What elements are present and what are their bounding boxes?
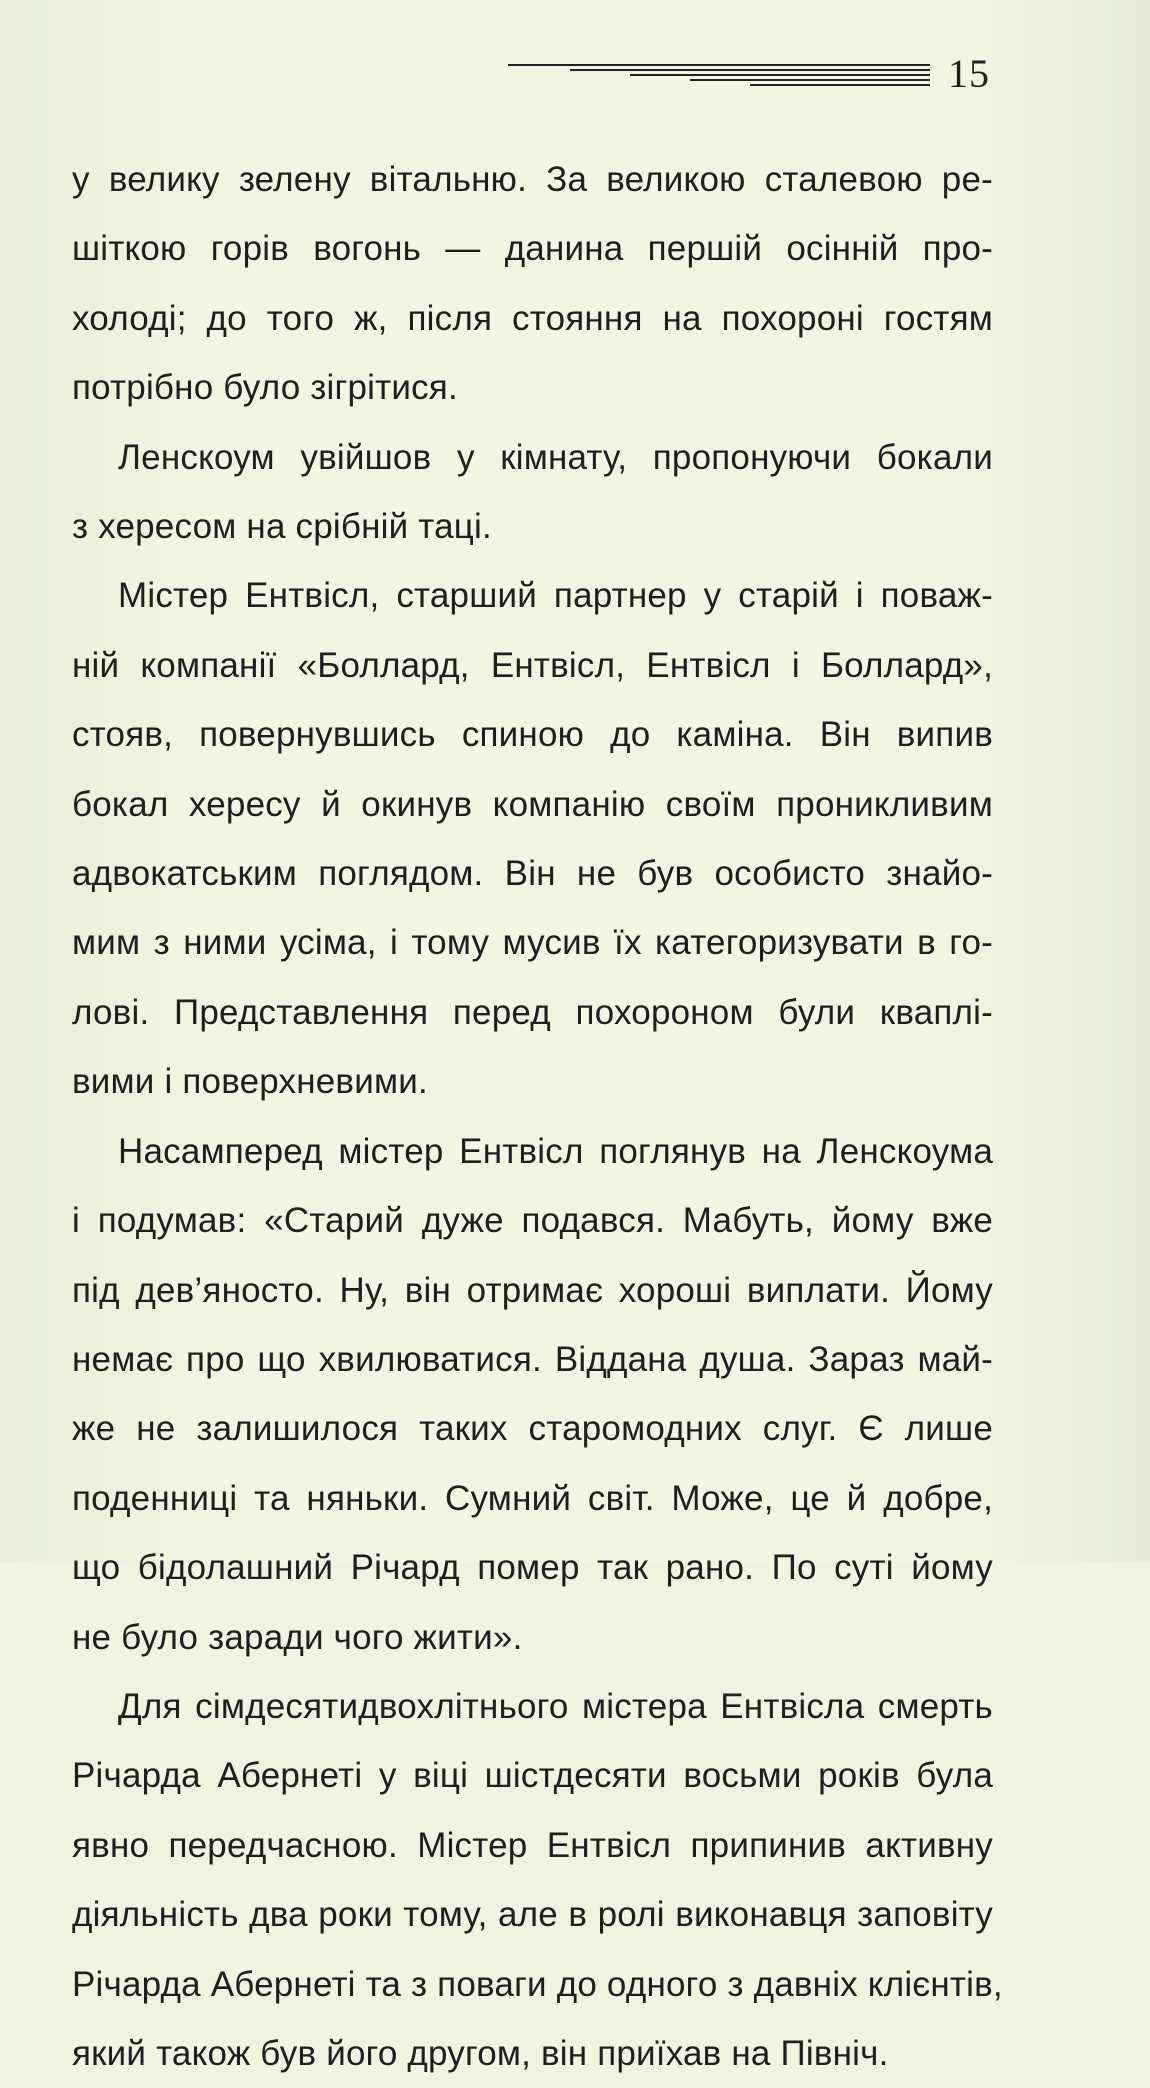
text-line: шіткою горів вогонь — данина першій осінній про- <box>72 229 993 269</box>
text-line: з хересом на срібній таці. <box>72 507 492 547</box>
text-line: Річарда Абернеті у віці шістдесяти восьми років була <box>72 1756 993 1796</box>
text-line: Річарда Абернеті та з поваги до одного з давніх клієнтів, <box>72 1964 1003 2004</box>
text-line: же не залишилося таких старомодних слуг. Є лише <box>72 1409 993 1449</box>
text-line: Для сімдесятидвохлітнього містера Ентвісла смерть <box>118 1686 993 1726</box>
text-line: у велику зелену вітальню. За великою сталевою ре- <box>72 160 993 199</box>
text-line: адвокатським поглядом. Він не був особисто знайо- <box>72 854 993 894</box>
text-line: стояв, повернувшись спиною до каміна. Він випив <box>72 715 993 755</box>
text-line: лові. Представлення перед похороном були кваплі- <box>72 992 993 1032</box>
text-line: бокал хересу й окинув компанію своїм проникливим <box>72 784 993 824</box>
text-line: холоді; до того ж, після стояння на похороні гостям <box>72 298 993 338</box>
page-number: 15 <box>948 51 990 96</box>
text-line: поденниці та няньки. Сумний світ. Може, це й добре, <box>72 1478 993 1518</box>
text-line: Ленскоум увійшов у кімнату, пропонуючи бокали <box>118 437 993 477</box>
text-line: діяльність два роки тому, але в ролі виконавця заповіту <box>72 1895 993 1935</box>
text-line: немає про що хвилюватися. Віддана душа. Зараз май- <box>72 1339 993 1379</box>
text-line: не було заради чого жити». <box>72 1617 523 1657</box>
text-line: потрібно було зігрітися. <box>72 368 458 408</box>
text-line: явно передчасною. Містер Ентвісл припинив активну <box>72 1825 993 1865</box>
text-line: мим з ними усіма, і тому мусив їх категоризувати в го- <box>72 923 993 963</box>
text-line: що бідолашний Річард помер так рано. По суті йому <box>72 1548 993 1588</box>
text-line: під дев’яносто. Ну, він отримає хороші виплати. Йому <box>72 1270 993 1310</box>
text-line: Насамперед містер Ентвісл поглянув на Ленскоума <box>118 1131 993 1171</box>
text-line: вими і поверхневими. <box>72 1062 428 1102</box>
text-line: який також був його другом, він приїхав на Північ. <box>72 2033 889 2073</box>
text-line: Містер Ентвісл, старший партнер у старій і поваж- <box>118 576 993 616</box>
text-line: і подумав: «Старий дуже подався. Мабуть, йому вже <box>72 1201 993 1241</box>
body-text <box>72 145 1003 2088</box>
text-line: ній компанії «Боллард, Ентвісл, Ентвісл і Боллард», <box>72 645 993 685</box>
header-rule <box>508 64 930 90</box>
